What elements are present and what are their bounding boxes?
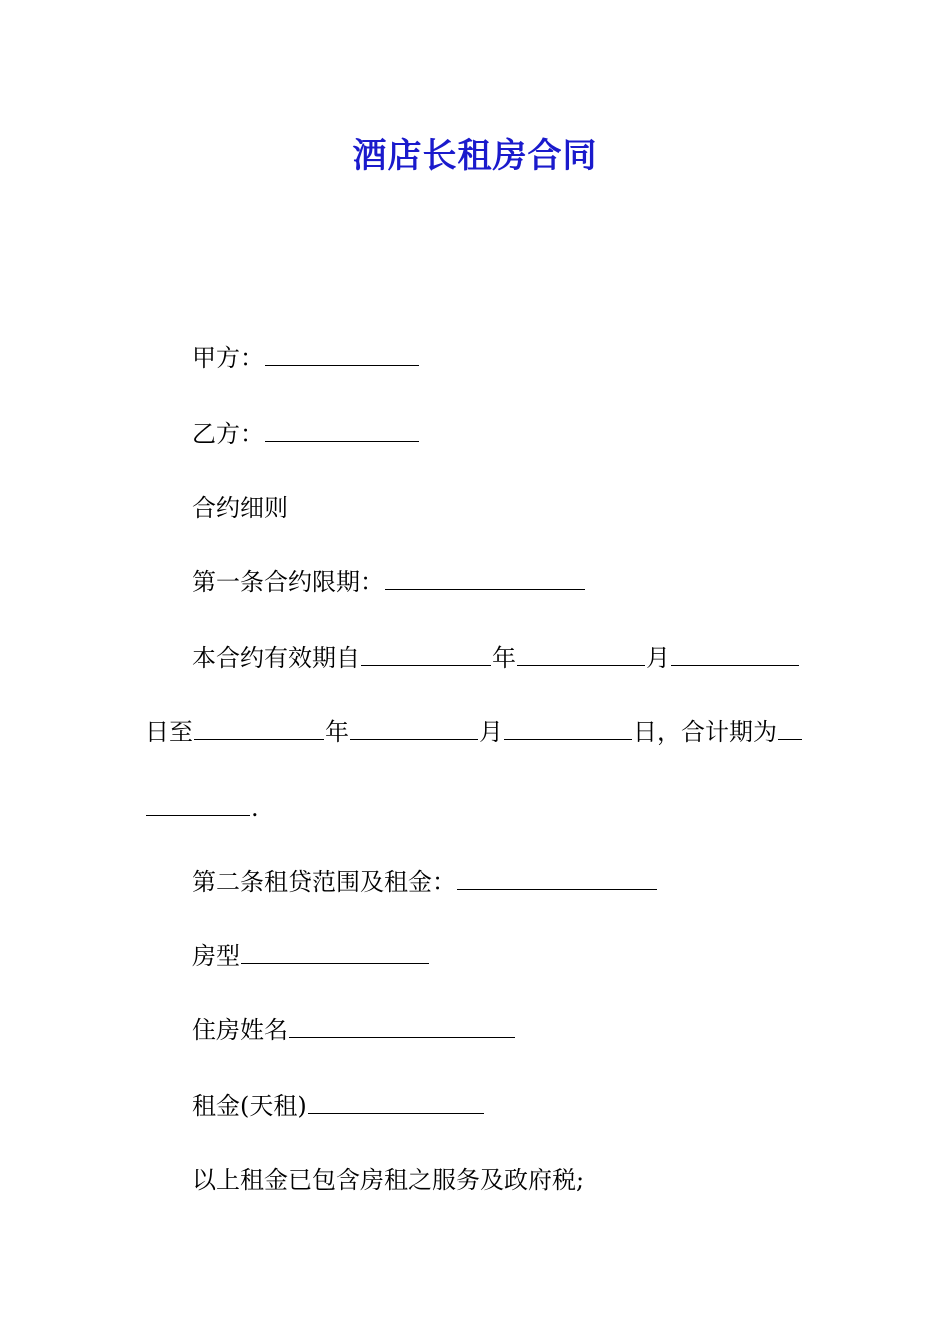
start-month-blank [517, 643, 645, 666]
page-title: 酒店长租房合同 [352, 136, 598, 176]
end-month-blank [350, 717, 478, 740]
guest-name-blank [289, 1015, 515, 1038]
total-period-blank-b [146, 793, 250, 816]
party-a-blank [265, 343, 419, 366]
article1-label: 第一条合约限期： [192, 568, 384, 596]
to-label: 日至 [145, 718, 193, 746]
period-line-2 [145, 716, 803, 748]
guest-name-label: 住房姓名 [192, 1016, 288, 1044]
party-b-line [192, 418, 420, 450]
start-day-blank [671, 643, 799, 666]
rent-note: 以上租金已包含房租之服务及政府税; [192, 1166, 585, 1194]
article1-blank [385, 567, 585, 590]
room-type-label: 房型 [192, 942, 240, 970]
year-label: 年 [492, 644, 516, 672]
party-b-blank [265, 419, 419, 442]
start-year-blank [361, 643, 491, 666]
end-mark: . [251, 794, 259, 822]
month-label: 月 [646, 644, 670, 672]
rent-line [192, 1090, 485, 1122]
end-year-blank [194, 717, 324, 740]
period-line-1 [192, 642, 800, 674]
room-type-line [192, 940, 430, 972]
party-a-label: 甲方： [192, 344, 264, 372]
rent-label: 租金(天租) [192, 1092, 307, 1120]
end-day-blank [504, 717, 632, 740]
month-label-2: 月 [479, 718, 503, 746]
day-total-label: 日，合计期为 [633, 718, 777, 746]
period-line-3 [145, 792, 259, 824]
period-prefix: 本合约有效期自 [192, 644, 360, 672]
article2-label: 第二条租贷范围及租金： [192, 868, 456, 896]
rent-blank [308, 1091, 484, 1114]
section-heading: 合约细则 [192, 494, 288, 522]
total-period-blank-a [778, 717, 802, 740]
party-b-label: 乙方： [192, 420, 264, 448]
party-a-line [192, 342, 420, 374]
room-type-blank [241, 941, 429, 964]
article2-line [192, 866, 658, 898]
article1-line [192, 566, 586, 598]
guest-name-line [192, 1014, 516, 1046]
year-label-2: 年 [325, 718, 349, 746]
article2-blank [457, 867, 657, 890]
